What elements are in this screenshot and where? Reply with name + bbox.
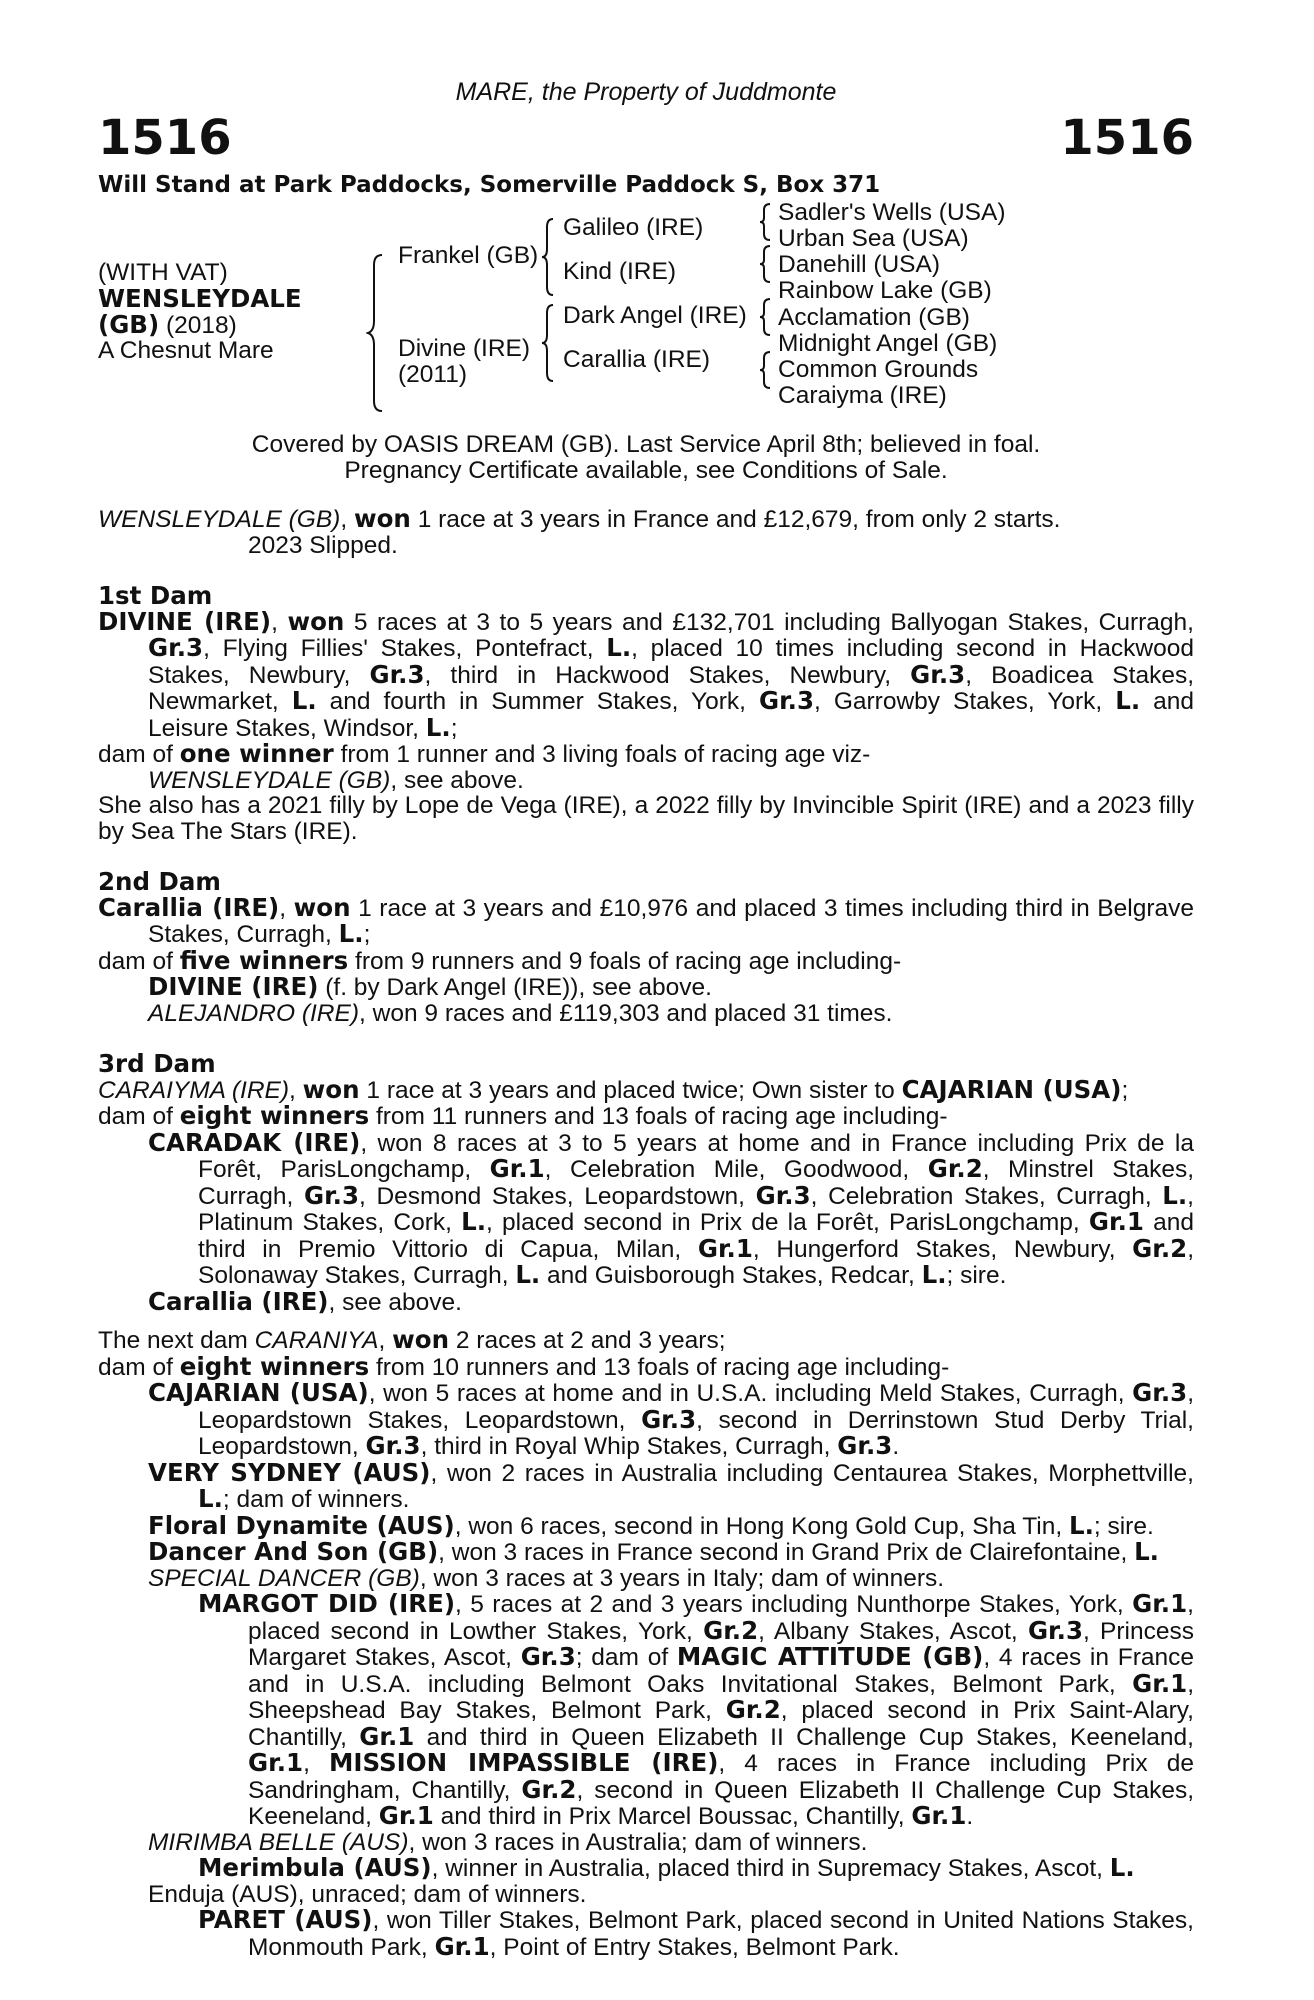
dam-year: (2011) bbox=[398, 361, 468, 388]
brace-3d bbox=[758, 350, 772, 390]
sire-dam: Kind (IRE) bbox=[563, 258, 677, 285]
second-dam-foal-1: DIVINE (IRE) (f. by Dark Angel (IRE)), see above. bbox=[148, 972, 712, 1001]
sire-sire-sire: Sadler's Wells (USA) bbox=[778, 199, 1006, 226]
cover-note: Covered by OASIS DREAM (GB). Last Service April 8th; believed in foal. Pregnancy Certificate available, see Conditions of Sale. bbox=[251, 431, 1041, 484]
third-dam-heading: 3rd Dam bbox=[98, 1049, 216, 1078]
brace-3a bbox=[758, 202, 772, 242]
second-dam-foal-2: ALEJANDRO (IRE), won 9 races and £119,303 and placed 31 times. bbox=[148, 999, 893, 1027]
stand-location: Will Stand at Park Paddocks, Somerville Paddock S, Box 371 bbox=[98, 172, 881, 198]
first-dam-foal: WENSLEYDALE (GB), see above. bbox=[148, 766, 524, 794]
fourth-dam-foal-2: VERY SYDNEY (AUS), won 2 races in Australia including Centaurea Stakes, Morphettville, L.; dam of winners. bbox=[148, 1457, 1194, 1513]
brace-2a bbox=[540, 217, 556, 297]
dam-dam-sire: Common Grounds bbox=[778, 356, 979, 383]
fourth-dam-produce: dam of eight winners from 10 runners and 13 foals of racing age including- bbox=[98, 1351, 950, 1381]
third-dam-produce: dam of eight winners from 11 runners and 13 foals of racing age including- bbox=[98, 1101, 948, 1130]
fourth-dam-grandfoal-3: PARET (AUS), won Tiller Stakes, Belmont Park, placed second in United Nations Stakes, Monmouth Park, Gr.1, Point of Entry Stakes, Belmont Park. bbox=[198, 1905, 1194, 1961]
sire-dam-dam: Rainbow Lake (GB) bbox=[778, 277, 992, 304]
brace-3c bbox=[758, 297, 772, 337]
dam-sire: Dark Angel (IRE) bbox=[563, 302, 747, 329]
fourth-dam-foal-1: CAJARIAN (USA), won 5 races at home and in U.S.A. including Meld Stakes, Curragh, Gr.3, Leopardstown Stakes, Leopardstown, Gr.3, second in Derrinstown Stud Derby Trial, Leopardstown, Gr.3, third in Royal Whip Stakes, Curragh, Gr.3. bbox=[148, 1378, 1194, 1460]
third-dam-foal-2: Carallia (IRE), see above. bbox=[148, 1286, 462, 1316]
fourth-dam-foal-3: Floral Dynamite (AUS), won 6 races, second in Hong Kong Gold Cup, Sha Tin, L.; sire. bbox=[148, 1510, 1154, 1540]
dam: Divine (IRE) bbox=[398, 335, 531, 362]
fourth-dam-foal-5: SPECIAL DANCER (GB), won 3 races at 3 years in Italy; dam of winners. bbox=[148, 1564, 945, 1592]
first-dam-produce: dam of one winner from 1 runner and 3 living foals of racing age viz- bbox=[98, 739, 871, 768]
horse-description: A Chesnut Mare bbox=[98, 337, 274, 364]
sire: Frankel (GB) bbox=[398, 242, 539, 269]
sire-sire: Galileo (IRE) bbox=[563, 214, 704, 241]
fourth-dam-foal-6: MIRIMBA BELLE (AUS), won 3 races in Australia; dam of winners. bbox=[148, 1828, 868, 1856]
horse-origin: (GB) (2018) bbox=[98, 310, 237, 339]
brace-1 bbox=[366, 253, 386, 413]
dam-sire-sire: Acclamation (GB) bbox=[778, 304, 970, 331]
page-header: MARE, the Property of Juddmonte bbox=[455, 78, 837, 106]
fourth-dam-grandfoal-2: Merimbula (AUS), winner in Australia, placed third in Supremacy Stakes, Ascot, L. bbox=[198, 1853, 1135, 1882]
lot-number-left: 1516 bbox=[98, 110, 232, 166]
intro-note: 2023 Slipped. bbox=[248, 531, 398, 559]
sire-sire-dam: Urban Sea (USA) bbox=[778, 225, 969, 252]
sire-dam-sire: Danehill (USA) bbox=[778, 251, 941, 278]
first-dam-heading: 1st Dam bbox=[98, 581, 213, 610]
first-dam-foals-note: She also has a 2021 filly by Lope de Vega (IRE), a 2022 filly by Invincible Spirit (IRE) and a 2023 filly by Sea The Stars (IRE). bbox=[98, 792, 1194, 845]
brace-2b bbox=[540, 303, 556, 383]
intro-para: WENSLEYDALE (GB), won 1 race at 3 years in France and £12,679, from only 2 starts. bbox=[98, 504, 1061, 533]
third-dam-foal-1: CARADAK (IRE), won 8 races at 3 to 5 years at home and in France including Prix de la Forêt, ParisLongchamp, Gr.1, Celebration Mile, Goodwood, Gr.2, Minstrel Stakes, Curragh, Gr.3, Desmond Stakes, Leopardstown, Gr.3, Celebration Stakes, Curragh, L., Platinum Stakes, Cork, L., placed second in Prix de la Forêt, ParisLongchamp, Gr.1 and third in Premio Vittorio di Capua, Milan, Gr.1, Hungerford Stakes, Newbury, Gr.2, Solonaway Stakes, Curragh, L. and Guisborough Stakes, Redcar, L.; sire. bbox=[148, 1127, 1195, 1289]
pedigree-table bbox=[98, 199, 1194, 425]
fourth-dam-foal-4: Dancer And Son (GB), won 3 races in France second in Grand Prix de Clairefontaine, L. bbox=[148, 1537, 1159, 1566]
dam-dam-dam: Caraiyma (IRE) bbox=[778, 382, 947, 409]
fourth-dam-grandfoal-1: MARGOT DID (IRE), 5 races at 2 and 3 years including Nunthorpe Stakes, York, Gr.1, placed second in Lowther Stakes, York, Gr.2, Albany Stakes, Ascot, Gr.3, Princess Margaret Stakes, Ascot, Gr.3; dam of MAGIC ATTITUDE (GB), 4 races in France and in U.S.A. including Belmont Oaks Invitational Stakes, Belmont Park, Gr.1, Sheepshead Bay Stakes, Belmont Park, Gr.2, placed second in Prix Saint-Alary, Chantilly, Gr.1 and third in Queen Elizabeth II Challenge Cup Stakes, Keeneland, Gr.1, MISSION IMPASSIBLE (IRE), 4 races in France including Prix de Sandringham, Chantilly, Gr.2, second in Queen Elizabeth II Challenge Cup Stakes, Keeneland, Gr.1 and third in Prix Marcel Boussac, Chantilly, Gr.1. bbox=[198, 1589, 1195, 1830]
lot-number-right: 1516 bbox=[1060, 110, 1194, 166]
second-dam-heading: 2nd Dam bbox=[98, 867, 221, 896]
dam-sire-dam: Midnight Angel (GB) bbox=[778, 330, 998, 357]
horse-name: WENSLEYDALE bbox=[98, 284, 302, 313]
fourth-dam-foal-7: Enduja (AUS), unraced; dam of winners. bbox=[148, 1880, 587, 1908]
fourth-dam-para: The next dam CARANIYA, won 2 races at 2 and 3 years; bbox=[98, 1325, 726, 1354]
third-dam-para: CARAIYMA (IRE), won 1 race at 3 years and placed twice; Own sister to CAJARIAN (USA); bbox=[98, 1074, 1129, 1104]
vat-note: (WITH VAT) bbox=[98, 259, 228, 286]
catalogue-body bbox=[98, 506, 1194, 1960]
first-dam-para: DIVINE (IRE), won 5 races at 3 to 5 years and £132,701 including Ballyogan Stakes, Curragh, Gr.3, Flying Fillies' Stakes, Pontefract, L., placed 10 times including second in Hackwood Stakes, Newbury, Gr.3, third in Hackwood Stakes, Newbury, Gr.3, Boadicea Stakes, Newmarket, L. and fourth in Summer Stakes, York, Gr.3, Garrowby Stakes, York, L. and Leisure Stakes, Windsor, L.; bbox=[98, 606, 1194, 742]
second-dam-para: Carallia (IRE), won 1 race at 3 years and £10,976 and placed 3 times including third in Belgrave Stakes, Curragh, L.; bbox=[98, 892, 1194, 948]
second-dam-produce: dam of five winners from 9 runners and 9 foals of racing age including- bbox=[98, 945, 902, 975]
brace-3b bbox=[758, 244, 772, 284]
dam-dam: Carallia (IRE) bbox=[563, 346, 711, 373]
